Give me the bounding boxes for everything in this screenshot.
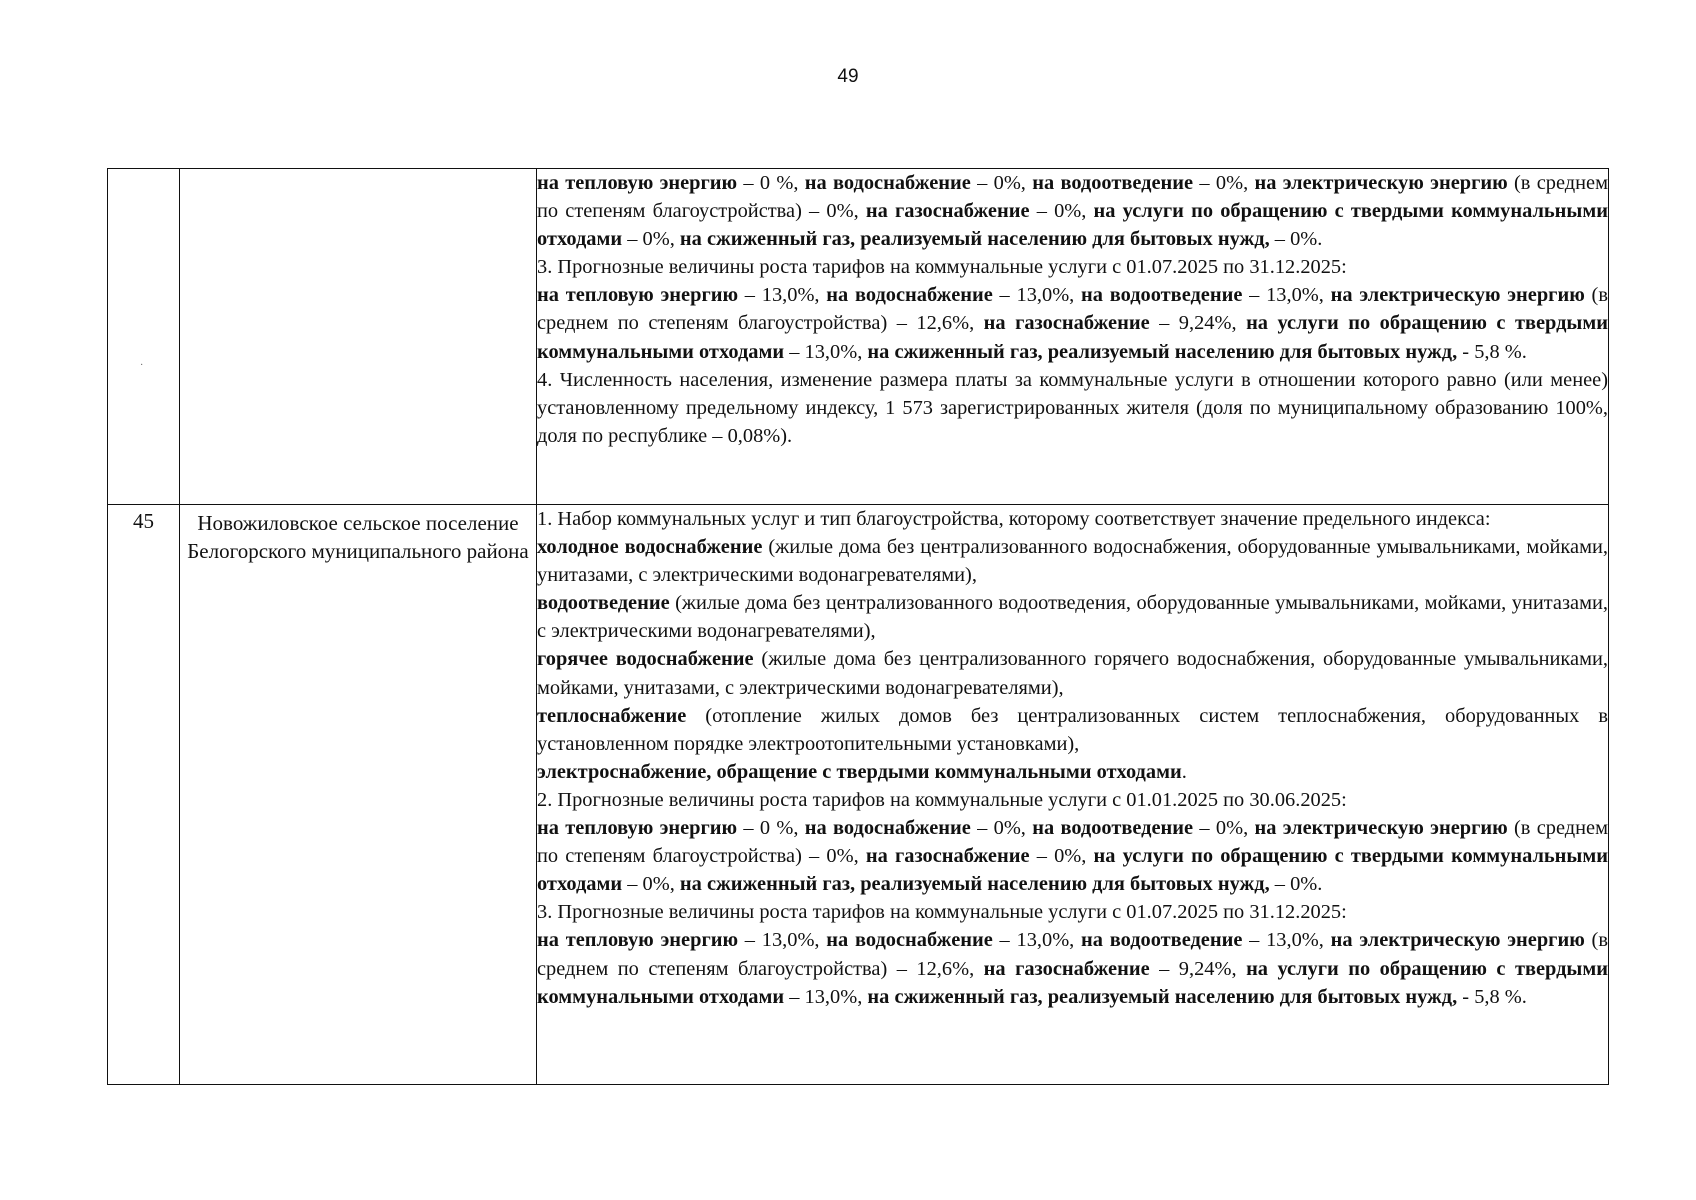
text-run: - 5,8 %. — [1457, 985, 1527, 1008]
bold-run: на водоотведение — [1081, 284, 1243, 307]
text-run: – 13,0%, — [784, 985, 868, 1008]
text-run: – 0%. — [1269, 228, 1323, 251]
paragraph — [537, 898, 1608, 926]
bold-run: на водоотведение — [1032, 172, 1194, 194]
paragraph — [537, 366, 1608, 450]
description-text — [537, 169, 1608, 450]
paragraph — [537, 589, 1608, 645]
description-cell — [537, 169, 1609, 505]
paragraph — [537, 505, 1608, 533]
bold-run: на электрическую энергию — [1330, 284, 1585, 307]
text-run: – 13,0%, — [1242, 284, 1331, 307]
text-run: (жилые дома без централизованного водоотведения, оборудованные умывальниками, мойками, унитазами, с электрическими водонагревателями), — [537, 592, 1608, 643]
bold-run: на водоснабжение — [804, 817, 971, 840]
text-run: – 0%, — [1193, 817, 1255, 840]
tariff-table — [107, 168, 1609, 1085]
text-run: (жилые дома без централизованного водоснабжения, оборудованные умывальниками, мойками, унитазами, с электрическими водонагревателями), — [537, 536, 1608, 587]
bold-run: на услуги по обращению с твердыми коммунальными отходами — [537, 845, 1608, 896]
text-run: – 13,0%, — [738, 284, 827, 307]
text-run: – 13,0%, — [738, 929, 827, 952]
page-number: 49 — [837, 66, 859, 87]
paragraph — [537, 645, 1608, 701]
bold-run: на тепловую энергию — [537, 929, 739, 952]
bold-run: на тепловую энергию — [537, 817, 738, 840]
bold-run: на водоснабжение — [826, 929, 993, 952]
text-run: (в среднем по степеням благоустройства) – 0%, — [537, 817, 1608, 868]
text-run: (в среднем по степеням благоустройства) – 0%, — [537, 172, 1608, 223]
bold-run: на водоснабжение — [826, 284, 993, 307]
text-run: 2. Прогнозные величины роста тарифов на коммунальные услуги с 01.01.2025 по 30.06.2025: — [537, 788, 1347, 811]
table-row — [108, 169, 1609, 505]
bold-run: на водоотведение — [1081, 929, 1243, 952]
text-run: – 0%, — [1029, 200, 1094, 223]
text-run: (жилые дома без централизованного горячего водоснабжения, оборудованные умывальниками, мойками, унитазами, с электрическими водонагревателями), — [537, 648, 1608, 699]
text-run: 3. Прогнозные величины роста тарифов на коммунальные услуги с 01.07.2025 по 31.12.2025: — [537, 901, 1347, 924]
text-run: 4. Численность населения, изменение размера платы за коммунальные услуги в отношении которого равно (или менее) установленному предельному индексу, 1 573 зарегистрированных жителя (доля по муниципальному образованию 100%, доля по республике – 0,08%). — [537, 368, 1608, 447]
paragraph — [537, 758, 1608, 786]
text-run: – 0%, — [622, 873, 680, 896]
bold-run: на услуги по обращению с твердыми коммунальными отходами — [537, 957, 1608, 1008]
bold-run: на электрическую энергию — [1330, 929, 1585, 952]
text-run: – 0%, — [1193, 172, 1255, 194]
text-run: – 0%. — [1269, 873, 1323, 896]
table-row — [108, 505, 1609, 1085]
bold-run: на услуги по обращению с твердыми коммунальными отходами — [537, 312, 1608, 363]
text-run: 3. Прогнозные величины роста тарифов на коммунальные услуги с 01.07.2025 по 31.12.2025: — [537, 256, 1347, 279]
description-cell — [537, 505, 1609, 1085]
paragraph — [537, 169, 1608, 253]
text-run: – 0 %, — [737, 817, 805, 840]
text-run: (в среднем по степеням благоустройства) – 12,6%, — [537, 929, 1608, 980]
bold-run: на сжиженный газ, реализуемый населению для бытовых нужд, — [679, 228, 1270, 251]
municipality-name: Новожиловское сельское поселение Белогорского муниципального района — [187, 511, 529, 563]
row-number-cell — [108, 169, 180, 505]
bold-run: на газоснабжение — [865, 200, 1030, 223]
bold-run: холодное водоснабжение — [537, 536, 763, 559]
bold-run: электроснабжение, обращение с твердыми коммунальными отходами — [537, 760, 1182, 783]
text-run: – 0%, — [970, 172, 1033, 194]
bold-run: на услуги по обращению с твердыми коммунальными отходами — [537, 200, 1608, 251]
bold-run: на электрическую энергию — [1254, 172, 1508, 194]
text-run: – 0%, — [622, 228, 680, 251]
text-run: – 13,0%, — [784, 340, 868, 363]
text-run: – 13,0%, — [992, 284, 1082, 307]
text-run: – 9,24%, — [1149, 957, 1247, 980]
description-text — [537, 505, 1608, 1011]
text-run: (отопление жилых домов без централизованных систем теплоснабжения, оборудованных в установленном порядке электроотопительными установками), — [537, 704, 1608, 755]
municipality-cell — [180, 169, 537, 505]
municipality-name — [180, 169, 536, 173]
row-number-cell — [108, 505, 180, 1085]
bold-run: на газоснабжение — [983, 957, 1150, 980]
bold-run: водоотведение — [537, 592, 670, 615]
text-run: – 9,24%, — [1149, 312, 1247, 335]
bold-run: на тепловую энергию — [537, 284, 739, 307]
text-run: – 13,0%, — [992, 929, 1082, 952]
text-run: – 0%, — [1029, 845, 1094, 868]
bold-run: на водоотведение — [1032, 817, 1194, 840]
text-run: – 0%, — [970, 817, 1033, 840]
text-run: – 13,0%, — [1242, 929, 1331, 952]
text-run: (в среднем по степеням благоустройства) – 12,6%, — [537, 284, 1608, 335]
text-run: . — [1181, 760, 1187, 783]
paragraph — [537, 702, 1608, 758]
municipality-cell — [180, 505, 537, 1085]
paragraph — [537, 253, 1608, 281]
bold-run: на водоснабжение — [804, 172, 971, 194]
bold-run: теплоснабжение — [537, 704, 687, 727]
bold-run: на электрическую энергию — [1254, 817, 1508, 840]
paragraph — [537, 533, 1608, 589]
paragraph — [537, 814, 1608, 898]
text-run: – 0 %, — [737, 172, 805, 194]
bold-run: на газоснабжение — [983, 312, 1150, 335]
bold-run: на тепловую энергию — [537, 172, 738, 194]
bold-run: на газоснабжение — [865, 845, 1030, 868]
paragraph — [537, 926, 1608, 1010]
bold-run: на сжиженный газ, реализуемый населению для бытовых нужд, — [867, 985, 1458, 1008]
bold-run: на сжиженный газ, реализуемый населению для бытовых нужд, — [867, 340, 1458, 363]
bold-run: на сжиженный газ, реализуемый населению для бытовых нужд, — [679, 873, 1270, 896]
paragraph — [537, 786, 1608, 814]
scan-artifact-dot: · — [140, 360, 144, 371]
row-number — [108, 169, 179, 173]
bold-run: горячее водоснабжение — [537, 648, 754, 671]
row-number: 45 — [133, 509, 154, 533]
text-run: - 5,8 %. — [1457, 340, 1527, 363]
text-run: 1. Набор коммунальных услуг и тип благоустройства, которому соответствует значение предельного индекса: — [537, 508, 1491, 530]
paragraph — [537, 281, 1608, 365]
